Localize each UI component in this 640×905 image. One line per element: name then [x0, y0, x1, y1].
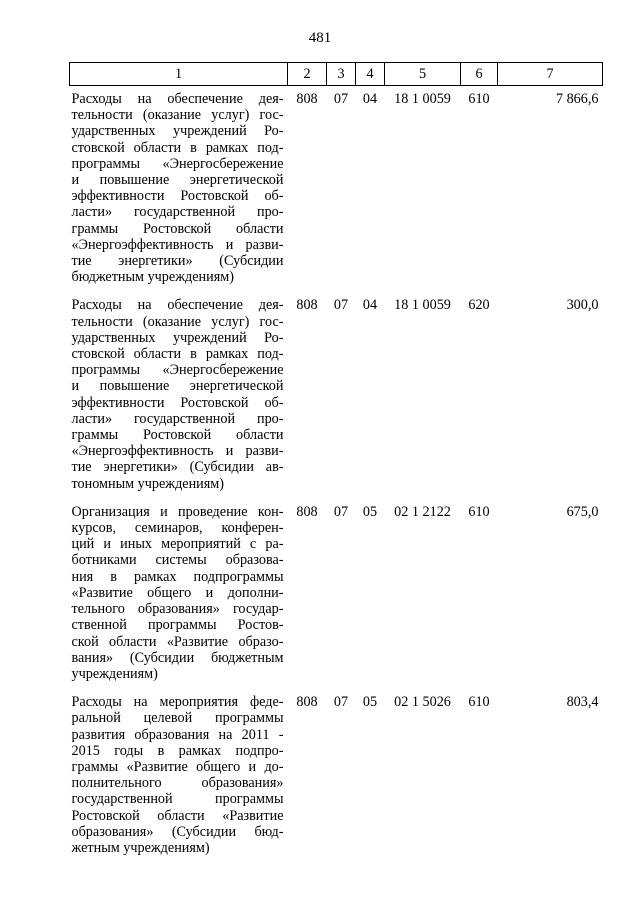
description-line: 2015 годы в рамках подпро-: [71, 742, 284, 759]
description-line: учреждениям): [71, 665, 158, 682]
description-line: тономным учреждениям): [71, 475, 225, 492]
col-header-7: 7: [498, 63, 603, 86]
description-line: ботниками системы образова-: [71, 552, 284, 569]
row-description: [70, 292, 288, 498]
budget-table: [69, 62, 603, 863]
description-line: «Энергоэффективность и разви-: [71, 236, 284, 253]
col-header-2: 2: [288, 63, 327, 86]
description-line: жетным учреждениям): [71, 839, 210, 856]
description-line: ральной целевой программы: [71, 710, 284, 727]
description-line: полнительного образования»: [71, 775, 284, 792]
target-code: 18 1 0059: [394, 297, 451, 314]
description-line: эффективности Ростовской об-: [71, 394, 284, 411]
description-line: тельного образования» государ-: [71, 601, 284, 618]
description-line: граммы Ростовской области: [71, 220, 284, 237]
description-line: развития образования на 2011 -: [71, 726, 284, 743]
subsection-code: 04: [362, 297, 378, 314]
amount: 803,4: [566, 694, 599, 711]
description-line: тельности (оказание услуг) гос-: [71, 107, 284, 124]
description-line: тие энергетики» (Субсидии: [71, 253, 284, 270]
description-line: ласти» государственной про-: [71, 410, 284, 427]
col-header-5: 5: [385, 63, 461, 86]
target-code: 02 1 5026: [394, 694, 451, 711]
target-code: 18 1 0059: [394, 91, 451, 107]
ministry-code: 808: [296, 297, 318, 314]
table-row: [70, 86, 603, 293]
description-line: стовской области в рамках под-: [71, 139, 284, 156]
col-header-3: 3: [327, 63, 356, 86]
description-line: и повышение энергетической: [71, 378, 284, 395]
description-line: ственной программы Ростов-: [71, 617, 284, 634]
description-line: бюджетным учреждениям): [71, 269, 234, 286]
row-description: [70, 689, 288, 863]
description-line: ций и иных мероприятий с ра-: [71, 536, 284, 553]
description-line: Расходы на мероприятия феде-: [71, 694, 284, 711]
col-header-4: 4: [356, 63, 385, 86]
ministry-code: 808: [296, 503, 318, 520]
subsection-code: 05: [362, 503, 378, 520]
table-row: [70, 499, 603, 689]
subsection-code: 04: [362, 91, 378, 107]
description-line: Ростовской области «Развитие: [71, 807, 284, 824]
description-line: программы «Энергосбережение: [71, 155, 284, 172]
table-row: [70, 292, 603, 498]
ministry-code: 808: [296, 694, 318, 711]
description-line: граммы Ростовской области: [71, 427, 284, 444]
description-line: вания» (Субсидии бюджетным: [71, 649, 284, 666]
description-line: ударственных учреждений Ро-: [71, 329, 284, 346]
section-code: 07: [333, 297, 349, 314]
section-code: 07: [333, 91, 349, 107]
amount: 300,0: [566, 297, 599, 314]
description-line: Организация и проведение кон-: [71, 503, 284, 520]
row-description: [70, 499, 288, 689]
expense-type-code: 610: [468, 694, 490, 711]
amount: 7 866,6: [555, 91, 599, 107]
ministry-code: 808: [296, 91, 318, 107]
section-code: 07: [333, 694, 349, 711]
col-header-1: 1: [70, 63, 288, 86]
expense-type-code: 610: [468, 503, 490, 520]
description-line: ударственных учреждений Ро-: [71, 123, 284, 140]
description-line: образования» (Субсидии бюд-: [71, 823, 284, 840]
amount: 675,0: [566, 503, 599, 520]
description-line: граммы «Развитие общего и до-: [71, 758, 284, 775]
description-line: государственной программы: [71, 791, 284, 808]
page-number: 481: [308, 30, 332, 46]
target-code: 02 1 2122: [394, 503, 451, 520]
description-line: стовской области в рамках под-: [71, 346, 284, 363]
description-line: «Развитие общего и дополни-: [71, 584, 284, 601]
description-line: Расходы на обеспечение дея-: [71, 91, 284, 107]
description-line: Расходы на обеспечение дея-: [71, 297, 284, 314]
description-line: ской области «Развитие образо-: [71, 633, 284, 650]
description-line: курсов, семинаров, конферен-: [71, 520, 284, 537]
description-line: тельности (оказание услуг) гос-: [71, 313, 284, 330]
description-line: ния в рамках подпрограммы: [71, 568, 284, 585]
section-code: 07: [333, 503, 349, 520]
description-line: эффективности Ростовской об-: [71, 188, 284, 205]
col-header-6: 6: [461, 63, 498, 86]
expense-type-code: 610: [468, 91, 490, 107]
description-line: тие энергетики» (Субсидии ав-: [71, 459, 284, 476]
header-row: [70, 63, 603, 86]
description-line: ласти» государственной про-: [71, 204, 284, 221]
description-line: программы «Энергосбережение: [71, 362, 284, 379]
expense-type-code: 620: [468, 297, 490, 314]
table-row: [70, 689, 603, 863]
row-description: [70, 86, 288, 293]
description-line: «Энергоэффективность и разви-: [71, 443, 284, 460]
description-line: и повышение энергетической: [71, 172, 284, 189]
subsection-code: 05: [362, 694, 378, 711]
